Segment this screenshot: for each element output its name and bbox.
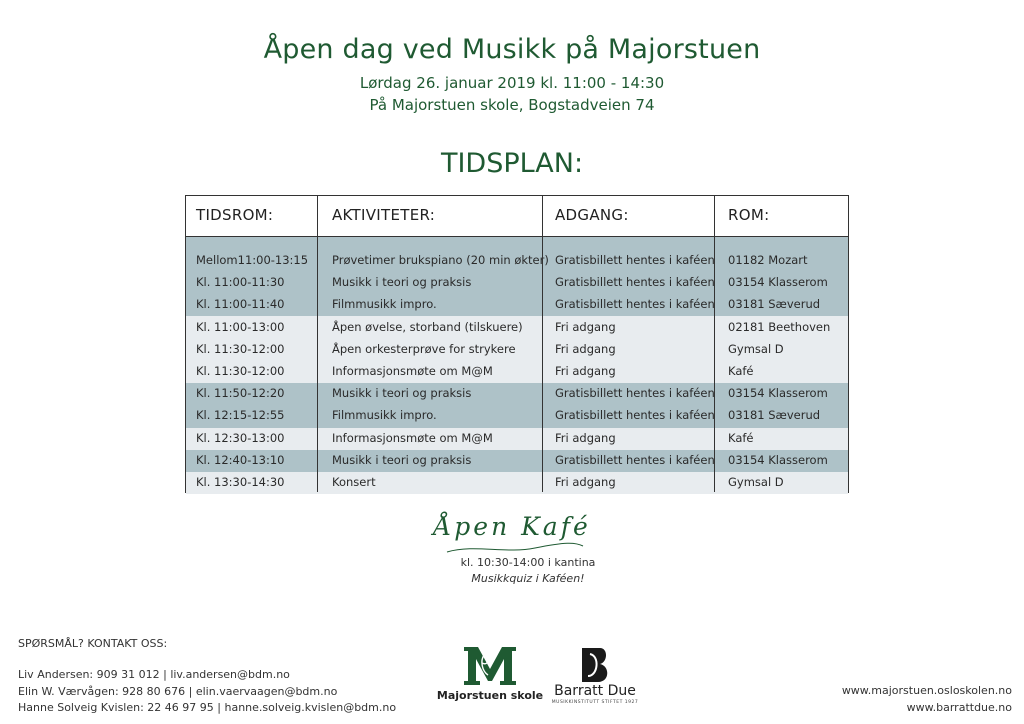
cafe-quiz: Musikkquiz i Kaféen! xyxy=(471,572,585,585)
cell-room: 01182 Mozart xyxy=(728,253,808,267)
cell-time: Kl. 12:40-13:10 xyxy=(196,453,285,467)
barratt-due-logo-subtitle: MUSIKKINSTITUTT STIFTET 1927 xyxy=(551,700,639,705)
table-row xyxy=(186,472,848,494)
cell-activity: Prøvetimer brukspiano (20 min økter) xyxy=(332,253,549,267)
table-row xyxy=(186,339,848,361)
cell-access: Gratisbillett hentes i kaféen xyxy=(555,408,715,422)
cell-time: Kl. 11:30-12:00 xyxy=(196,364,285,378)
table-row xyxy=(186,317,848,339)
cell-room: Gymsal D xyxy=(728,475,784,489)
cell-access: Fri adgang xyxy=(555,475,616,489)
cell-access: Gratisbillett hentes i kaféen xyxy=(555,453,715,467)
cafe-swash-ornament xyxy=(445,540,585,556)
cell-activity: Åpen øvelse, storband (tilskuere) xyxy=(332,320,523,334)
cell-time: Kl. 11:50-12:20 xyxy=(196,386,285,400)
cell-access: Gratisbillett hentes i kaféen xyxy=(555,275,715,289)
table-row xyxy=(186,383,848,405)
column-divider xyxy=(317,196,318,492)
cell-activity: Åpen orkesterprøve for strykere xyxy=(332,342,516,356)
cell-room: 03181 Sæverud xyxy=(728,297,821,311)
schedule-heading: TIDSPLAN: xyxy=(440,148,584,179)
contact-line: Elin W. Værvågen: 928 80 676 | elin.vaervaagen@bdm.no xyxy=(18,685,338,698)
cell-room: Gymsal D xyxy=(728,342,784,356)
schedule-body xyxy=(186,236,848,492)
cell-access: Fri adgang xyxy=(555,364,616,378)
cell-room: 03154 Klasserom xyxy=(728,453,828,467)
table-row xyxy=(186,450,848,472)
cell-time: Kl. 11:00-11:40 xyxy=(196,297,285,311)
event-location: På Majorstuen skole, Bogstadveien 74 xyxy=(369,96,655,114)
contact-line: Hanne Solveig Kvislen: 22 46 97 95 | hanne.solveig.kvislen@bdm.no xyxy=(18,701,397,714)
cell-access: Gratisbillett hentes i kaféen xyxy=(555,297,715,311)
cell-access: Fri adgang xyxy=(555,342,616,356)
cell-time: Mellom11:00-13:15 xyxy=(196,253,309,267)
column-header-room: ROM: xyxy=(728,206,770,224)
cell-activity: Filmmusikk impro. xyxy=(332,408,437,422)
cell-time: Kl. 13:30-14:30 xyxy=(196,475,285,489)
majorstuen-logo-icon xyxy=(462,645,518,687)
table-header xyxy=(186,196,848,237)
page-title: Åpen dag ved Musikk på Majorstuen xyxy=(263,34,761,65)
table-row xyxy=(186,361,848,383)
contact-heading: SPØRSMÅL? KONTAKT OSS: xyxy=(18,637,168,650)
majorstuen-logo-name: Majorstuen skole xyxy=(436,689,544,702)
column-header-activity: AKTIVITETER: xyxy=(332,206,436,224)
cell-room: 03154 Klasserom xyxy=(728,275,828,289)
cell-activity: Musikk i teori og praksis xyxy=(332,275,472,289)
cafe-title: Åpen Kafé xyxy=(433,512,591,541)
link-barrattdue[interactable]: www.barrattdue.no xyxy=(906,701,1012,714)
barratt-due-logo-icon xyxy=(578,646,612,684)
cell-room: 02181 Beethoven xyxy=(728,320,831,334)
table-row xyxy=(186,294,848,316)
cell-room: 03181 Sæverud xyxy=(728,408,821,422)
cell-time: Kl. 11:30-12:00 xyxy=(196,342,285,356)
table-row xyxy=(186,428,848,450)
cell-room: 03154 Klasserom xyxy=(728,386,828,400)
barratt-due-logo-name: Barratt Due xyxy=(554,683,636,699)
cell-access: Fri adgang xyxy=(555,431,616,445)
table-row xyxy=(186,272,848,294)
cell-time: Kl. 11:00-13:00 xyxy=(196,320,285,334)
event-date: Lørdag 26. januar 2019 kl. 11:00 - 14:30 xyxy=(359,74,665,92)
column-header-time: TIDSROM: xyxy=(196,206,274,224)
cell-access: Gratisbillett hentes i kaféen xyxy=(555,386,715,400)
column-header-access: ADGANG: xyxy=(555,206,629,224)
cell-time: Kl. 12:15-12:55 xyxy=(196,408,285,422)
cell-activity: Musikk i teori og praksis xyxy=(332,386,472,400)
cafe-hours: kl. 10:30-14:00 i kantina xyxy=(460,556,596,569)
cell-access: Gratisbillett hentes i kaféen xyxy=(555,253,715,267)
cell-room: Kafé xyxy=(728,431,754,445)
cell-time: Kl. 11:00-11:30 xyxy=(196,275,285,289)
link-majorstuen[interactable]: www.majorstuen.osloskolen.no xyxy=(841,684,1012,697)
cell-access: Fri adgang xyxy=(555,320,616,334)
table-row xyxy=(186,405,848,427)
cell-activity: Filmmusikk impro. xyxy=(332,297,437,311)
column-divider xyxy=(714,196,715,492)
schedule-table xyxy=(185,195,849,493)
contact-line: Liv Andersen: 909 31 012 | liv.andersen@bdm.no xyxy=(18,668,290,681)
cell-time: Kl. 12:30-13:00 xyxy=(196,431,285,445)
table-row xyxy=(186,250,848,272)
cell-room: Kafé xyxy=(728,364,754,378)
cell-activity: Informasjonsmøte om M@M xyxy=(332,364,493,378)
column-divider xyxy=(542,196,543,492)
cell-activity: Informasjonsmøte om M@M xyxy=(332,431,493,445)
cell-activity: Musikk i teori og praksis xyxy=(332,453,472,467)
cell-activity: Konsert xyxy=(332,475,376,489)
